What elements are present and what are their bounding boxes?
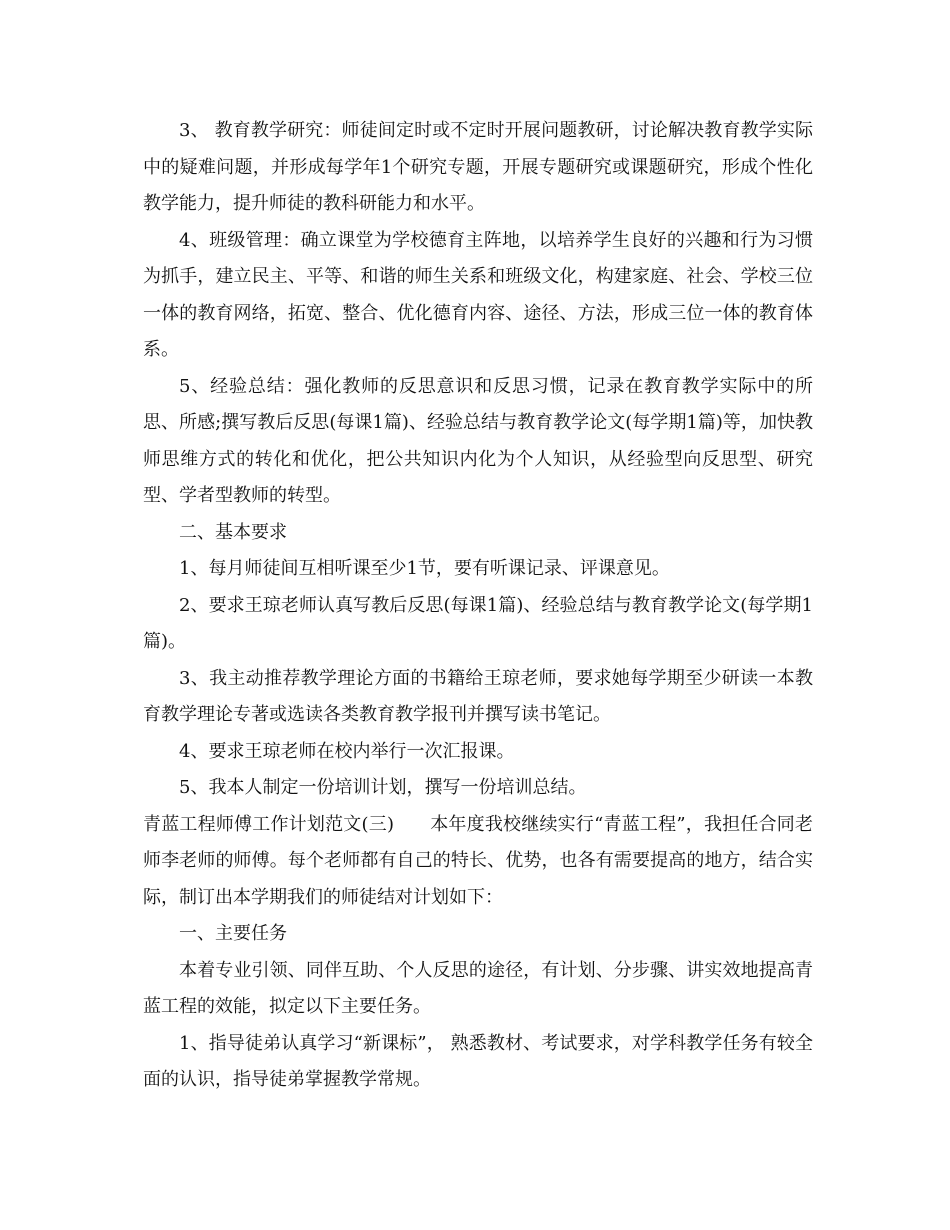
requirement-item-4: 4、要求王琼老师在校内举行一次汇报课。 [179, 740, 515, 762]
requirement-item-5: 5、我本人制定一份培训计划，撰写一份培训总结。 [179, 777, 587, 798]
requirement-item-3: 3、我主动推荐教学理论方面的书籍给王琼老师，要求她每学期至少研读一本教育教学理论专著或选读各类教育教学报刊并撰写读书笔记。 [143, 667, 813, 725]
section-intro-paragraph [143, 807, 813, 917]
section-intro-text: 本年度我校继续实行“青蓝工程”，我担任合同老师李老师的师傅。每个老师都有自己的特长、优势，也各有需要提高的地方，结合实际，制订出本学期我们的师徒结对计划如下： [143, 813, 813, 908]
requirement-item-1: 1、每月师徒间互相听课至少1节，要有听课记录、评课意见。 [179, 558, 670, 579]
task-item-1: 1、指导徒弟认真学习“新课标”， 熟悉教材、考试要求，对学科教学任务有较全面的认识，指导徒弟掌握教学常规。 [143, 1032, 813, 1090]
section-title: 青蓝工程师傅工作计划范文(三) [143, 813, 394, 835]
document-body [143, 113, 813, 1099]
paragraph-tasks-intro: 本着专业引领、同伴互助、个人反思的途径，有计划、分步骤、讲实效地提高青蓝工程的效能，拟定以下主要任务。 [143, 959, 813, 1017]
paragraph-class-management: 4、班级管理：确立课堂为学校德育主阵地，以培养学生良好的兴趣和行为习惯为抓手，建立民主、平等、和谐的师生关系和班级文化，构建家庭、社会、学校三位一体的教育网络，拓宽、整合、优化德育内容、途径、方法，形成三位一体的教育体系。 [143, 229, 813, 360]
paragraph-research: 3、 教育教学研究：师徒间定时或不定时开展问题教研，讨论解决教育教学实际中的疑难问题，并形成每学年1个研究专题，开展专题研究或课题研究，形成个性化教学能力，提升师徒的教科研能力和水平。 [143, 120, 813, 214]
heading-basic-requirements: 二、基本要求 [179, 521, 287, 543]
heading-main-tasks: 一、主要任务 [179, 923, 287, 944]
requirement-item-2: 2、要求王琼老师认真写教后反思(每课1篇)、经验总结与教育教学论文(每学期1篇)。 [143, 594, 813, 652]
paragraph-experience-summary: 5、经验总结：强化教师的反思意识和反思习惯，记录在教育教学实际中的所思、所感;撰写教后反思(每课1篇)、经验总结与教育教学论文(每学期1篇)等，加快教师思维方式的转化和优化，把公共知识内化为个人知识，从经验型向反思型、研究型、学者型教师的转型。 [143, 375, 813, 506]
